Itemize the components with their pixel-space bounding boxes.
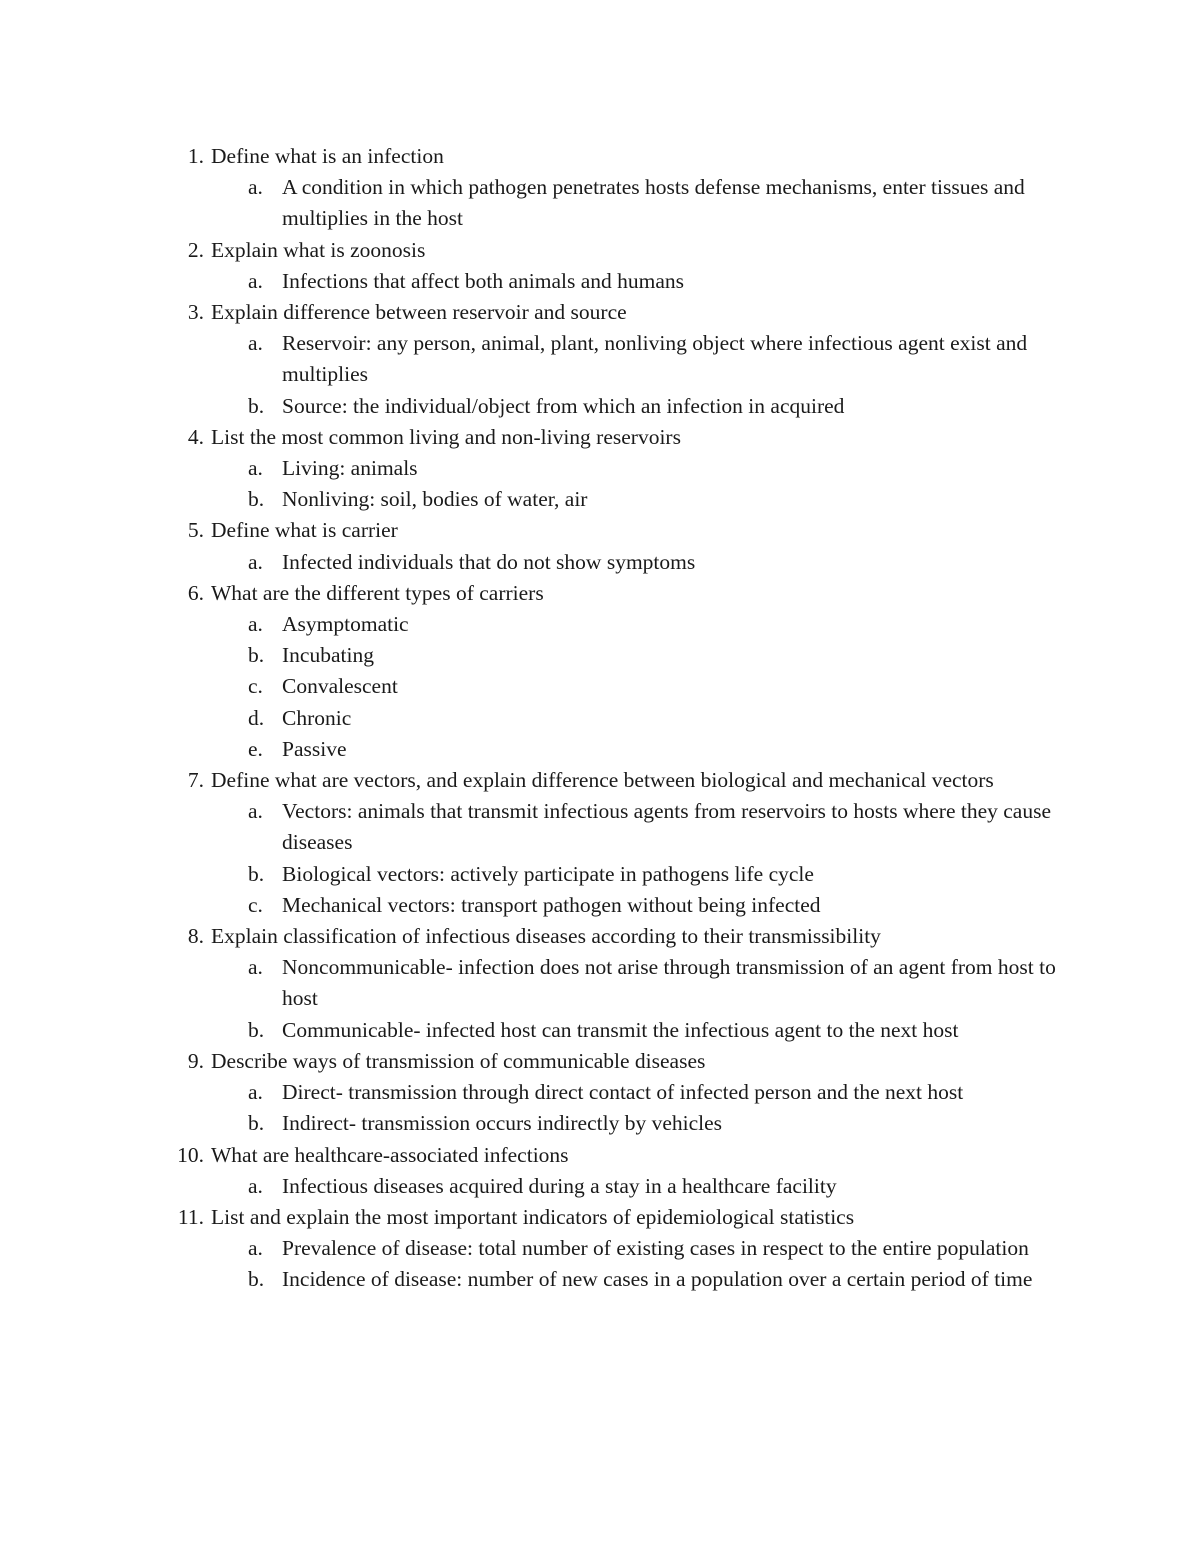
answer-list bbox=[211, 796, 1200, 921]
answer-block bbox=[0, 796, 1200, 921]
answer-item bbox=[211, 328, 1200, 390]
answer-row bbox=[248, 484, 1064, 515]
answer-text: Direct- transmission through direct contact of infected person and the next host bbox=[282, 1080, 964, 1105]
answer-text: Indirect- transmission occurs indirectly by vehicles bbox=[282, 1111, 723, 1136]
answer-letter: a. bbox=[248, 268, 263, 293]
answer-letter: b. bbox=[248, 643, 265, 668]
answer-text: Living: animals bbox=[282, 456, 418, 481]
answer-list bbox=[211, 266, 1200, 297]
answer-letter: a. bbox=[248, 1080, 263, 1105]
answer-letter: b. bbox=[248, 1017, 265, 1042]
question-row bbox=[0, 1046, 1061, 1077]
question-row bbox=[0, 515, 1061, 546]
answer-text: Vectors: animals that transmit infectious agents from reservoirs to hosts where they cause diseases bbox=[282, 799, 1052, 855]
answer-list bbox=[211, 547, 1200, 578]
answer-item bbox=[211, 671, 1200, 702]
question-item bbox=[0, 1202, 1200, 1296]
answer-block bbox=[0, 266, 1200, 297]
answer-block bbox=[0, 547, 1200, 578]
answer-row bbox=[248, 547, 1064, 578]
question-row bbox=[0, 921, 1061, 952]
question-item bbox=[0, 921, 1200, 1046]
question-item bbox=[0, 235, 1200, 297]
answer-letter: a. bbox=[248, 1173, 263, 1198]
answer-row bbox=[248, 1264, 1064, 1295]
answer-row bbox=[248, 952, 1064, 1014]
answer-list bbox=[211, 1233, 1200, 1295]
question-text: Describe ways of transmission of communicable diseases bbox=[211, 1048, 706, 1073]
question-list bbox=[0, 141, 1200, 1296]
answer-letter: b. bbox=[248, 1267, 265, 1292]
answer-item bbox=[211, 1233, 1200, 1264]
question-item bbox=[0, 515, 1200, 577]
answer-item bbox=[211, 609, 1200, 640]
answer-text: Noncommunicable- infection does not arise through transmission of an agent from host to host bbox=[282, 955, 1056, 1011]
question-item bbox=[0, 422, 1200, 516]
question-row bbox=[0, 765, 1061, 796]
answer-text: Infections that affect both animals and humans bbox=[282, 268, 685, 293]
answer-block bbox=[0, 172, 1200, 234]
question-item bbox=[0, 578, 1200, 765]
question-number: 8. bbox=[187, 924, 204, 949]
question-number: 3. bbox=[187, 300, 204, 325]
question-row bbox=[0, 141, 1061, 172]
question-text: List and explain the most important indicators of epidemiological statistics bbox=[211, 1204, 855, 1229]
answer-row bbox=[248, 734, 1064, 765]
answer-item bbox=[211, 952, 1200, 1014]
answer-row bbox=[248, 609, 1064, 640]
answer-text: Mechanical vectors: transport pathogen without being infected bbox=[282, 892, 821, 917]
answer-row bbox=[248, 266, 1064, 297]
answer-block bbox=[0, 1233, 1200, 1295]
question-item bbox=[0, 1046, 1200, 1140]
question-text: List the most common living and non-living reservoirs bbox=[211, 424, 681, 449]
answer-item bbox=[211, 640, 1200, 671]
answer-text: Reservoir: any person, animal, plant, nonliving object where infectious agent exist and multiplies bbox=[282, 331, 1028, 387]
answer-list bbox=[211, 172, 1200, 234]
question-text: What are the different types of carriers bbox=[211, 580, 544, 605]
answer-item bbox=[211, 890, 1200, 921]
answer-text: Incubating bbox=[282, 643, 374, 668]
question-number: 6. bbox=[187, 580, 204, 605]
question-text: Explain what is zoonosis bbox=[211, 237, 426, 262]
answer-text: Incidence of disease: number of new cases in a population over a certain period of time bbox=[282, 1267, 1033, 1292]
answer-list bbox=[211, 952, 1200, 1046]
answer-text: A condition in which pathogen penetrates hosts defense mechanisms, enter tissues and multiplies in the host bbox=[282, 175, 1025, 231]
answer-item bbox=[211, 484, 1200, 515]
question-row bbox=[0, 235, 1061, 266]
answer-row bbox=[248, 796, 1064, 858]
question-number: 4. bbox=[187, 424, 204, 449]
question-text: Explain difference between reservoir and source bbox=[211, 300, 627, 325]
answer-item bbox=[211, 266, 1200, 297]
answer-row bbox=[248, 671, 1064, 702]
question-row bbox=[0, 1140, 1061, 1171]
answer-row bbox=[248, 1077, 1064, 1108]
answer-letter: a. bbox=[248, 955, 263, 980]
answer-list bbox=[211, 453, 1200, 515]
answer-text: Passive bbox=[282, 736, 347, 761]
question-number: 10. bbox=[177, 1142, 204, 1167]
answer-text: Chronic bbox=[282, 705, 352, 730]
answer-row bbox=[248, 1233, 1064, 1264]
question-number: 5. bbox=[187, 518, 204, 543]
answer-row bbox=[248, 1015, 1064, 1046]
answer-text: Biological vectors: actively participate in pathogens life cycle bbox=[282, 861, 814, 886]
answer-item bbox=[211, 1171, 1200, 1202]
answer-block bbox=[0, 1077, 1200, 1139]
answer-item bbox=[211, 1108, 1200, 1139]
answer-item bbox=[211, 796, 1200, 858]
answer-row bbox=[248, 328, 1064, 390]
answer-item bbox=[211, 172, 1200, 234]
answer-item bbox=[211, 547, 1200, 578]
answer-text: Infected individuals that do not show symptoms bbox=[282, 549, 696, 574]
answer-block bbox=[0, 609, 1200, 765]
answer-block bbox=[0, 1171, 1200, 1202]
answer-text: Communicable- infected host can transmit the infectious agent to the next host bbox=[282, 1017, 959, 1042]
answer-block bbox=[0, 952, 1200, 1046]
answer-row bbox=[248, 703, 1064, 734]
answer-letter: a. bbox=[248, 175, 263, 200]
answer-text: Asymptomatic bbox=[282, 612, 409, 637]
question-text: Define what is carrier bbox=[211, 518, 398, 543]
question-row bbox=[0, 578, 1061, 609]
question-row bbox=[0, 297, 1061, 328]
question-item bbox=[0, 1140, 1200, 1202]
answer-row bbox=[248, 391, 1064, 422]
answer-row bbox=[248, 859, 1064, 890]
answer-letter: c. bbox=[248, 674, 263, 699]
question-item bbox=[0, 297, 1200, 422]
answer-block bbox=[0, 328, 1200, 422]
answer-letter: b. bbox=[248, 861, 265, 886]
question-row bbox=[0, 1202, 1061, 1233]
answer-item bbox=[211, 1077, 1200, 1108]
question-number: 2. bbox=[187, 237, 204, 262]
answer-letter: a. bbox=[248, 549, 263, 574]
answer-letter: b. bbox=[248, 487, 265, 512]
answer-row bbox=[248, 640, 1064, 671]
answer-letter: a. bbox=[248, 799, 263, 824]
question-text: Define what is an infection bbox=[211, 144, 444, 168]
answer-item bbox=[211, 859, 1200, 890]
answer-letter: a. bbox=[248, 456, 263, 481]
answer-letter: a. bbox=[248, 1236, 263, 1261]
answer-text: Convalescent bbox=[282, 674, 398, 699]
answer-row bbox=[248, 1171, 1064, 1202]
answer-item bbox=[211, 734, 1200, 765]
answer-item bbox=[211, 1015, 1200, 1046]
answer-letter: e. bbox=[248, 736, 263, 761]
answer-row bbox=[248, 890, 1064, 921]
answer-text: Prevalence of disease: total number of existing cases in respect to the entire population bbox=[282, 1236, 1029, 1261]
question-item bbox=[0, 141, 1200, 235]
question-number: 7. bbox=[187, 768, 204, 793]
question-number: 1. bbox=[187, 144, 204, 168]
answer-letter: d. bbox=[248, 705, 265, 730]
answer-item bbox=[211, 1264, 1200, 1295]
answer-item bbox=[211, 453, 1200, 484]
question-text: Define what are vectors, and explain difference between biological and mechanical vectors bbox=[211, 768, 994, 793]
answer-list bbox=[211, 1077, 1200, 1139]
answer-text: Source: the individual/object from which an infection in acquired bbox=[282, 393, 845, 418]
answer-block bbox=[0, 453, 1200, 515]
question-number: 11. bbox=[177, 1204, 204, 1229]
question-text: What are healthcare-associated infections bbox=[211, 1142, 569, 1167]
answer-letter: a. bbox=[248, 612, 263, 637]
answer-list bbox=[211, 1171, 1200, 1202]
answer-letter: b. bbox=[248, 393, 265, 418]
answer-item bbox=[211, 703, 1200, 734]
answer-text: Nonliving: soil, bodies of water, air bbox=[282, 487, 588, 512]
answer-row bbox=[248, 1108, 1064, 1139]
answer-row bbox=[248, 172, 1064, 234]
answer-letter: a. bbox=[248, 331, 263, 356]
question-row bbox=[0, 422, 1061, 453]
answer-list bbox=[211, 609, 1200, 765]
answer-item bbox=[211, 391, 1200, 422]
question-item bbox=[0, 765, 1200, 921]
answer-letter: b. bbox=[248, 1111, 265, 1136]
answer-text: Infectious diseases acquired during a stay in a healthcare facility bbox=[282, 1173, 837, 1198]
question-number: 9. bbox=[187, 1048, 204, 1073]
answer-row bbox=[248, 453, 1064, 484]
answer-letter: c. bbox=[248, 892, 263, 917]
question-text: Explain classification of infectious diseases according to their transmissibility bbox=[211, 924, 881, 949]
document-page bbox=[0, 141, 1200, 1296]
answer-list bbox=[211, 328, 1200, 422]
